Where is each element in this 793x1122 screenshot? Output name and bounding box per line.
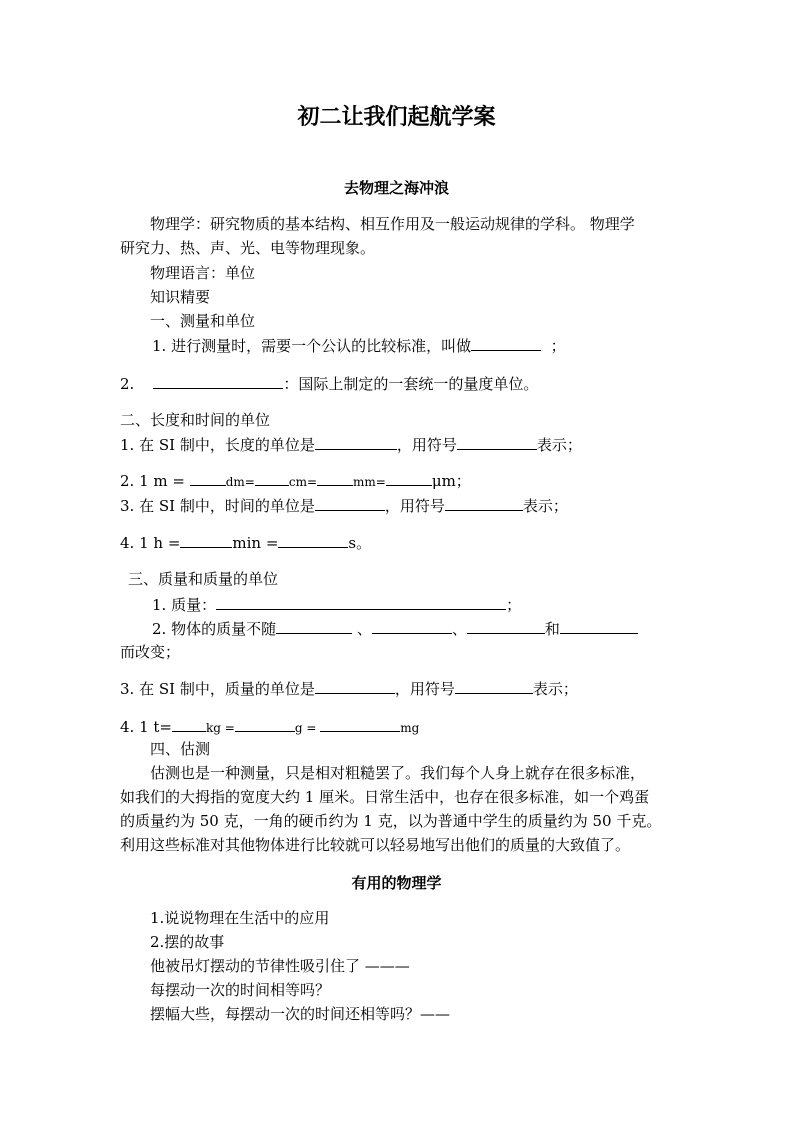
blank-field[interactable] <box>471 335 541 351</box>
question-line: 3. 在 SI 制中，时间的单位是 ，用符号 表示； <box>120 497 568 515</box>
blank-field[interactable] <box>457 434 537 450</box>
blank-field[interactable] <box>315 434 397 450</box>
question-line: 1. 在 SI 制中，长度的单位是 ，用符号 表示； <box>120 436 582 454</box>
question-line: 4. 1 h = min = s。 <box>120 534 372 552</box>
blank-field[interactable] <box>315 495 385 511</box>
part2-heading: 二、长度和时间的单位 <box>120 411 271 429</box>
blank-field[interactable] <box>467 618 545 634</box>
story-line: 他被吊灯摆动的节律性吸引住了 ——— <box>150 957 410 975</box>
blank-field[interactable] <box>560 618 638 634</box>
question-line: 4. 1 t= kg = g = mg <box>120 718 420 736</box>
essentials-heading: 知识精要 <box>150 288 211 306</box>
question-line: 1. 质量： ； <box>152 596 522 614</box>
question-line: 1. 进行测量时，需要一个公认的比较标准，叫做 ； <box>152 337 566 355</box>
blank-field[interactable] <box>372 618 452 634</box>
estimation-line-3: 的质量约为 50 克，一角的硬币约为 1 克，以为普通中学生的质量约为 50 千克。 <box>120 812 662 830</box>
part4-heading: 四、估测 <box>150 740 211 758</box>
blank-field[interactable] <box>190 470 226 486</box>
blank-field[interactable] <box>216 594 506 610</box>
blank-field[interactable] <box>317 470 353 486</box>
intro-line-2: 研究力、热、声、光、电等物理现象。 <box>120 239 376 257</box>
blank-field[interactable] <box>445 495 523 511</box>
physics-language: 物理语言：单位 <box>150 264 256 282</box>
blank-field[interactable] <box>276 618 352 634</box>
list-item: 1.说说物理在生活中的应用 <box>150 909 330 927</box>
question-line: 2. 物体的质量不随 、 、 和 <box>152 618 638 639</box>
blank-field[interactable] <box>235 716 295 732</box>
blank-field[interactable] <box>315 678 395 694</box>
blank-field[interactable] <box>172 716 206 732</box>
part1-heading: 一、测量和单位 <box>150 312 256 330</box>
blank-field[interactable] <box>278 532 348 548</box>
question-line: 2. ：国际上制定的一套统一的量度单位。 <box>120 375 539 393</box>
story-line: 摆幅大些，每摆动一次的时间还相等吗？—— <box>150 1005 451 1023</box>
part3-heading: 三、质量和质量的单位 <box>128 570 279 588</box>
blank-field[interactable] <box>455 678 533 694</box>
story-line: 每摆动一次的时间相等吗？ <box>150 981 331 999</box>
question-line-continued: 而改变； <box>120 643 181 661</box>
section-heading: 去物理之海冲浪 <box>343 179 449 197</box>
blank-field[interactable] <box>386 470 432 486</box>
section-heading: 有用的物理学 <box>351 874 442 892</box>
blank-field[interactable] <box>153 373 283 389</box>
list-item: 2.摆的故事 <box>150 933 225 951</box>
question-line: 2. 1 m = dm= cm= mm= μm； <box>120 472 471 490</box>
blank-field[interactable] <box>180 532 232 548</box>
blank-field[interactable] <box>320 716 400 732</box>
question-line: 3. 在 SI 制中，质量的单位是 ，用符号 表示； <box>120 680 578 698</box>
estimation-line-2: 如我们的大拇指的宽度大约 1 厘米。日常生活中，也存在很多标准，如一个鸡蛋 <box>120 788 650 806</box>
intro-line-1: 物理学：研究物质的基本结构、相互作用及一般运动规律的学科。 物理学 <box>150 215 635 233</box>
page-title: 初二让我们起航学案 <box>297 104 496 130</box>
blank-field[interactable] <box>255 470 289 486</box>
estimation-line-4: 利用这些标准对其他物体进行比较就可以轻易地写出他们的质量的大致值了。 <box>120 836 631 854</box>
estimation-line-1: 估测也是一种测量，只是相对粗糙罢了。我们每个人身上就存在很多标准， <box>150 764 646 782</box>
